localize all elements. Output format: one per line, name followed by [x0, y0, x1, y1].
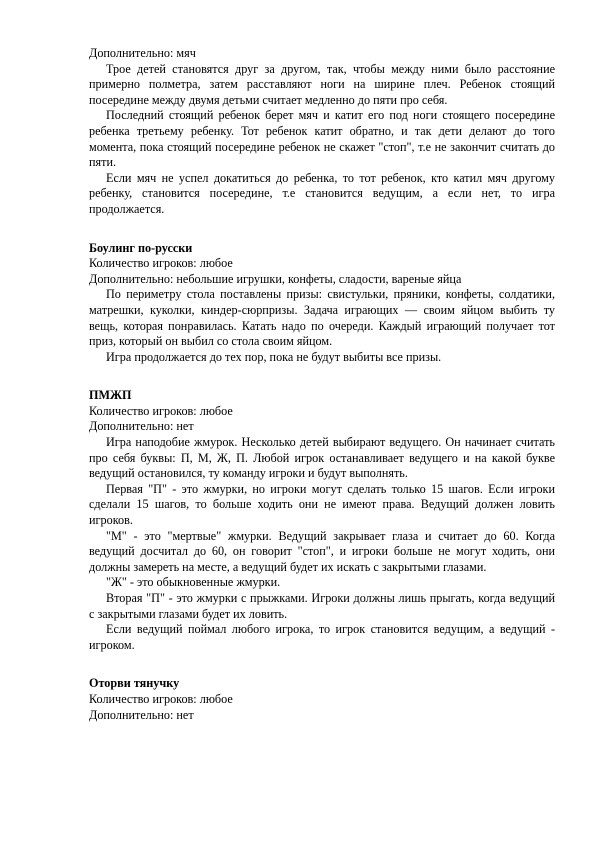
extra-line: Дополнительно: нет	[89, 419, 194, 434]
paragraph: Первая "П" - это жмурки, но игроки могут сделать только 15 шагов. Если игроки сделали 15 шагов, то больше ходить они не имеют права. Ведущий должен ловить игроков.	[89, 481, 555, 528]
players-line: Количество игроков: любое	[89, 691, 233, 706]
paragraph: Если мяч не успел докатиться до ребенка, то тот ребенок, кто катил мяч другому ребенку, становится посередине, т.е становится ведущим, а если нет, то игра продолжается.	[89, 170, 555, 216]
paragraph: Трое детей становятся друг за другом, так, чтобы между ними было расстояние примерно полметра, затем расставляют ноги на ширине плеч. Ребенок стоящий посередине между двумя детьми считает медленно до пяти про себя.	[89, 61, 555, 107]
section-title: ПМЖП	[89, 388, 132, 403]
section-gap	[89, 365, 555, 388]
section-bowling	[89, 241, 555, 366]
extra-line: Дополнительно: мяч	[89, 46, 196, 60]
section-ball-game	[89, 46, 555, 218]
paragraph: Если ведущий поймал любого игрока, то игрок становится ведущим, а ведущий - игроком.	[89, 622, 555, 652]
section-gap	[89, 653, 555, 676]
paragraph: Игра продолжается до тех пор, пока не будут выбиты все призы.	[106, 349, 442, 364]
paragraph: "М" - это "мертвые" жмурки. Ведущий закрывает глаза и считает до 60. Когда ведущий досчитал до 60, он говорит "стоп", и игроки больше не могут ходить, они должны замереть на месте, а ведущий будет их искать с закрытыми глазами.	[89, 528, 555, 574]
section-gap	[89, 218, 555, 241]
players-line: Количество игроков: любое	[89, 403, 233, 418]
section-title: Боулинг по-русски	[89, 240, 193, 255]
document-page	[89, 46, 555, 723]
section-toffee	[89, 676, 555, 723]
paragraph: По периметру стола поставлены призы: свистульки, пряники, конфеты, солдатики, матрешки, куколки, киндер-сюрпризы. Задача играющих — своим яйцом выбить ту вещь, которая понравилась. Катать надо по очереди. Каждый играющий получает тот приз, который он выбил со стола своим яйцом.	[89, 287, 555, 349]
paragraph: Вторая "П" - это жмурки с прыжками. Игроки должны лишь прыгать, когда ведущий с закрытыми глазами будет их ловить.	[89, 591, 555, 621]
paragraph: "Ж" - это обыкновенные жмурки.	[106, 575, 281, 590]
paragraph: Последний стоящий ребенок берет мяч и катит его под ноги стоящего посередине ребенка третьему ребенку. Тот ребенок катит обратно, и так дети делают до того момента, пока стоящий посередине ребенок не скажет "стоп", т.е не закончит считать до пяти.	[89, 108, 555, 170]
players-line: Количество игроков: любое	[89, 256, 233, 271]
extra-line: Дополнительно: небольшие игрушки, конфеты, сладости, вареные яйца	[89, 271, 462, 286]
section-title: Оторви тянучку	[89, 676, 180, 691]
paragraph: Игра наподобие жмурок. Несколько детей выбирают ведущего. Он начинает считать про себя буквы: П, М, Ж, П. Любой игрок останавливает ведущего и на какой букве ведущий остановился, ту команду игроки и будут выполнять.	[89, 435, 555, 481]
section-pmzhp	[89, 388, 555, 653]
extra-line: Дополнительно: нет	[89, 707, 194, 722]
